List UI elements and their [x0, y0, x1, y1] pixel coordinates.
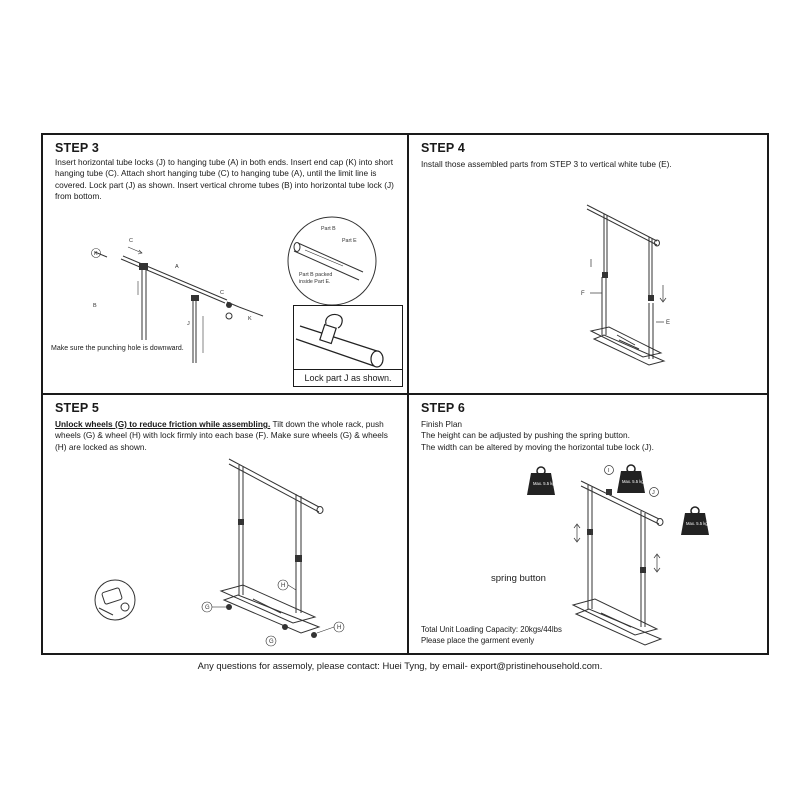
label-c-right: C: [220, 290, 224, 296]
step-3-text: Insert horizontal tube locks (J) to hanging tube (A) in both ends. Insert end cap (K) into short hanging tube (C). Attach short hanging tube (C) to hanging tube (A), until the limit line is covered. Lock part (J) as shown. Insert vertical chrome tubes (B) into horizontal tube lock (J) from bottom.: [55, 157, 394, 202]
step-5-instructions: Tilt down the whole rack, push wheels (G) & wheel (H) with lock firmly into each base (F). Make sure wheels (G) & wheels (H) are locked as shown.: [55, 419, 388, 452]
inset-caption-1: Part B packed: [299, 272, 333, 278]
label-e: E: [666, 320, 671, 326]
weight-icon-1: [527, 467, 555, 495]
step-3-title: STEP 3: [55, 141, 100, 155]
lock-caption: Lock part J as shown.: [294, 369, 402, 386]
label-j: J: [187, 321, 190, 327]
step-5-text: [55, 419, 401, 453]
svg-text:Max. 5.5 kg: Max. 5.5 kg: [686, 521, 708, 526]
step-5-title: STEP 5: [55, 401, 100, 415]
lock-tube-illustration: [294, 306, 402, 370]
weight-icon-3: [681, 507, 709, 535]
inset-part-e-label: Part E: [342, 238, 357, 244]
label-a: A: [175, 264, 179, 270]
garment-line: Please place the garment evenly: [421, 635, 535, 645]
step-4-panel: [409, 135, 767, 393]
step-4-diagram: [409, 135, 767, 393]
step-6-text: [421, 419, 761, 453]
svg-text:Max. 5.5 kg: Max. 5.5 kg: [622, 479, 644, 484]
label-k-right: K: [248, 316, 252, 322]
step-5-panel: [43, 395, 407, 653]
capacity-note: [421, 625, 562, 646]
label-h-1: H: [281, 583, 286, 589]
inset-caption-2: inside Part E.: [299, 279, 331, 285]
label-b: B: [93, 303, 97, 309]
step-6-panel: [409, 395, 767, 653]
step-5-warning: Unlock wheels (G) to reduce friction while assembling.: [55, 419, 271, 429]
width-adjust-line: The width can be altered by moving the horizontal tube lock (J).: [421, 441, 654, 452]
contact-footer: Any questions for assemoly, please contact: Huei Tyng, by email- export@pristinehousehold.com.: [197, 660, 603, 671]
label-f: F: [581, 291, 585, 297]
label-h-2: H: [337, 625, 342, 631]
label-k-left: K: [94, 251, 98, 257]
label-j-step6: J: [652, 490, 655, 496]
step-3-note: Make sure the punching hole is downward.: [51, 345, 184, 352]
inset-part-b-label: Part B: [321, 226, 336, 232]
weight-icon-2: [617, 465, 645, 493]
label-g-2: G: [269, 639, 274, 645]
step-6-title: STEP 6: [421, 401, 466, 415]
step-3-panel: [43, 135, 407, 393]
finish-plan-line: Finish Plan: [421, 419, 463, 429]
step-4-text: Install those assembled parts from STEP 3 to vertical white tube (E).: [421, 159, 672, 169]
wheel-detail: [95, 580, 135, 620]
lock-detail-box: [293, 305, 403, 387]
label-g-1: G: [205, 605, 210, 611]
label-c-top: C: [129, 238, 133, 244]
svg-text:Max. 5.5 kg: Max. 5.5 kg: [533, 481, 555, 486]
height-adjust-line: The height can be adjusted by pushing the spring button.: [421, 430, 630, 441]
spring-button-label: spring button: [491, 573, 546, 584]
instruction-sheet: [41, 133, 769, 655]
label-i: I: [608, 468, 610, 474]
step-4-title: STEP 4: [421, 141, 466, 155]
capacity-line: Total Unit Loading Capacity: 20kgs/44lbs: [421, 625, 562, 634]
